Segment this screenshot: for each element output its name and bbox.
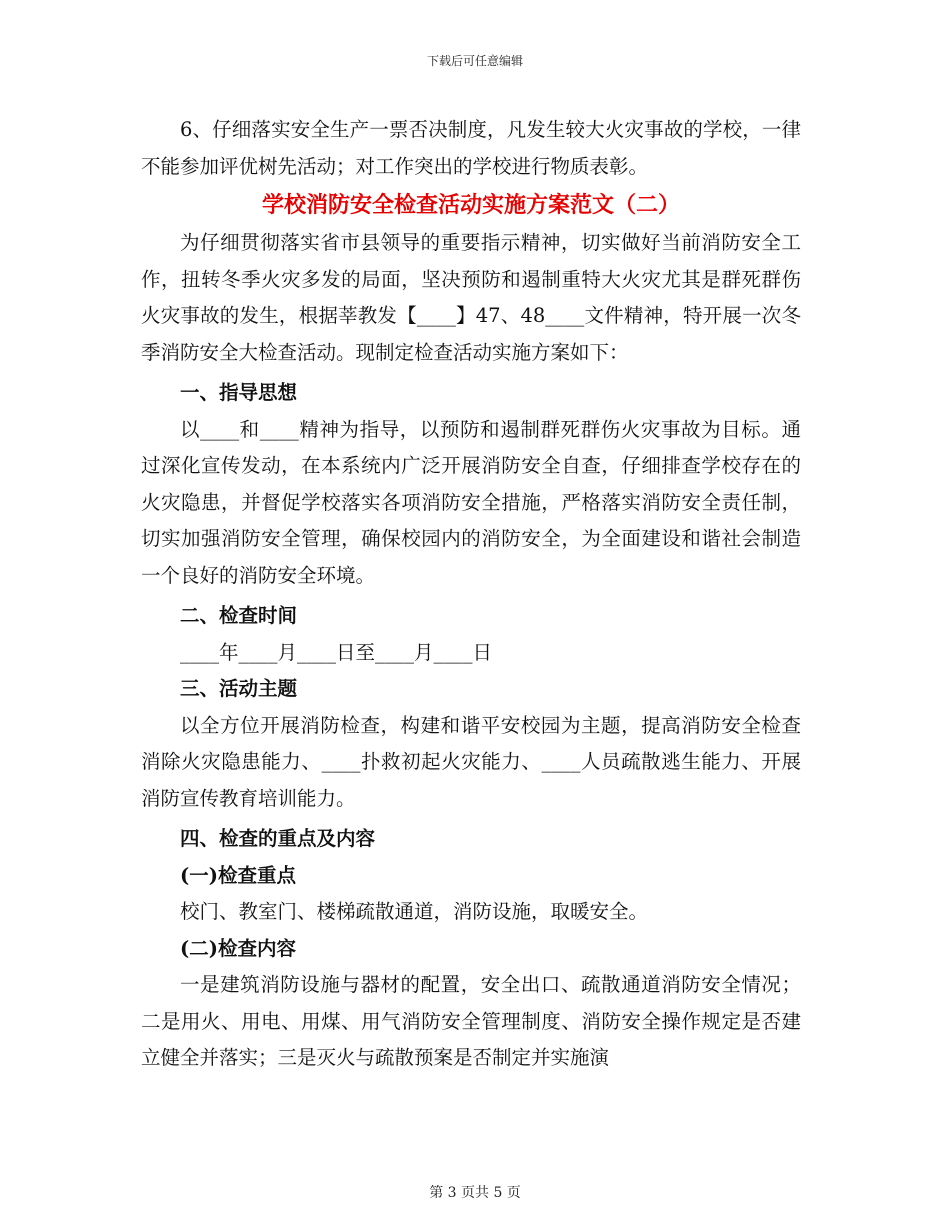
page-header: 下载后可任意编辑 <box>426 54 523 68</box>
subsection-heading-inspection-focus: (一)检查重点 <box>180 863 296 887</box>
inspection-focus-paragraph: 校门、教室门、楼梯疏散通道，消防设施，取暖安全。 <box>180 900 649 923</box>
document-body <box>141 112 801 1077</box>
page-footer: 第 3 页共 5 页 <box>429 1185 521 1201</box>
section-heading-activity-theme: 三、活动主题 <box>180 677 298 700</box>
purpose-paragraph: 为仔细贯彻落实省市县领导的重要指示精神，切实做好当前消防安全工作，扭转冬季火灾多发的局面，坚决预防和遏制重特大火灾尤其是群死群伤火灾事故的发生，根据莘教发【____】47、48____文件精神，特开展一次冬季消防安全大检查活动。现制定检查活动实施方案如下： <box>141 231 801 364</box>
inspection-time-paragraph: ____年____月____日至____月____日 <box>180 640 493 664</box>
section-heading-key-points: 四、检查的重点及内容 <box>180 827 376 850</box>
document-title: 学校消防安全检查活动实施方案范文（二） <box>261 192 680 218</box>
activity-theme-paragraph: 以全方位开展消防检查，构建和谐平安校园为主题，提高消防安全检查消除火灾隐患能力、____扑救初起火灾能力、____人员疏散逃生能力、开展消防宣传教育培训能力。 <box>141 713 801 810</box>
section-heading-inspection-time: 二、检查时间 <box>180 604 298 627</box>
section-heading-guiding-thought: 一、指导思想 <box>180 381 298 404</box>
intro-paragraph: 6、仔细落实安全生产一票否决制度，凡发生较大火灾事故的学校，一律不能参加评优树先活动；对工作突出的学校进行物质表彰。 <box>141 118 801 178</box>
inspection-content-paragraph: 一是建筑消防设施与器材的配置，安全出口、疏散通道消防安全情况；二是用火、用电、用煤、用气消防安全管理制度、消防安全操作规定是否建立健全并落实；三是灭火与疏散预案是否制定并实施演 <box>141 973 801 1069</box>
subsection-heading-inspection-content: (二)检查内容 <box>180 936 296 960</box>
guiding-thought-paragraph: 以____和____精神为指导，以预防和遏制群死群伤火灾事故为目标。通过深化宣传发动，在本系统内广泛开展消防安全自查，仔细排查学校存在的火灾隐患，并督促学校落实各项消防安全措施，严格落实消防安全责任制，切实加强消防安全管理，确保校园内的消防安全，为全面建设和谐社会制造一个良好的消防安全环境。 <box>141 417 801 587</box>
